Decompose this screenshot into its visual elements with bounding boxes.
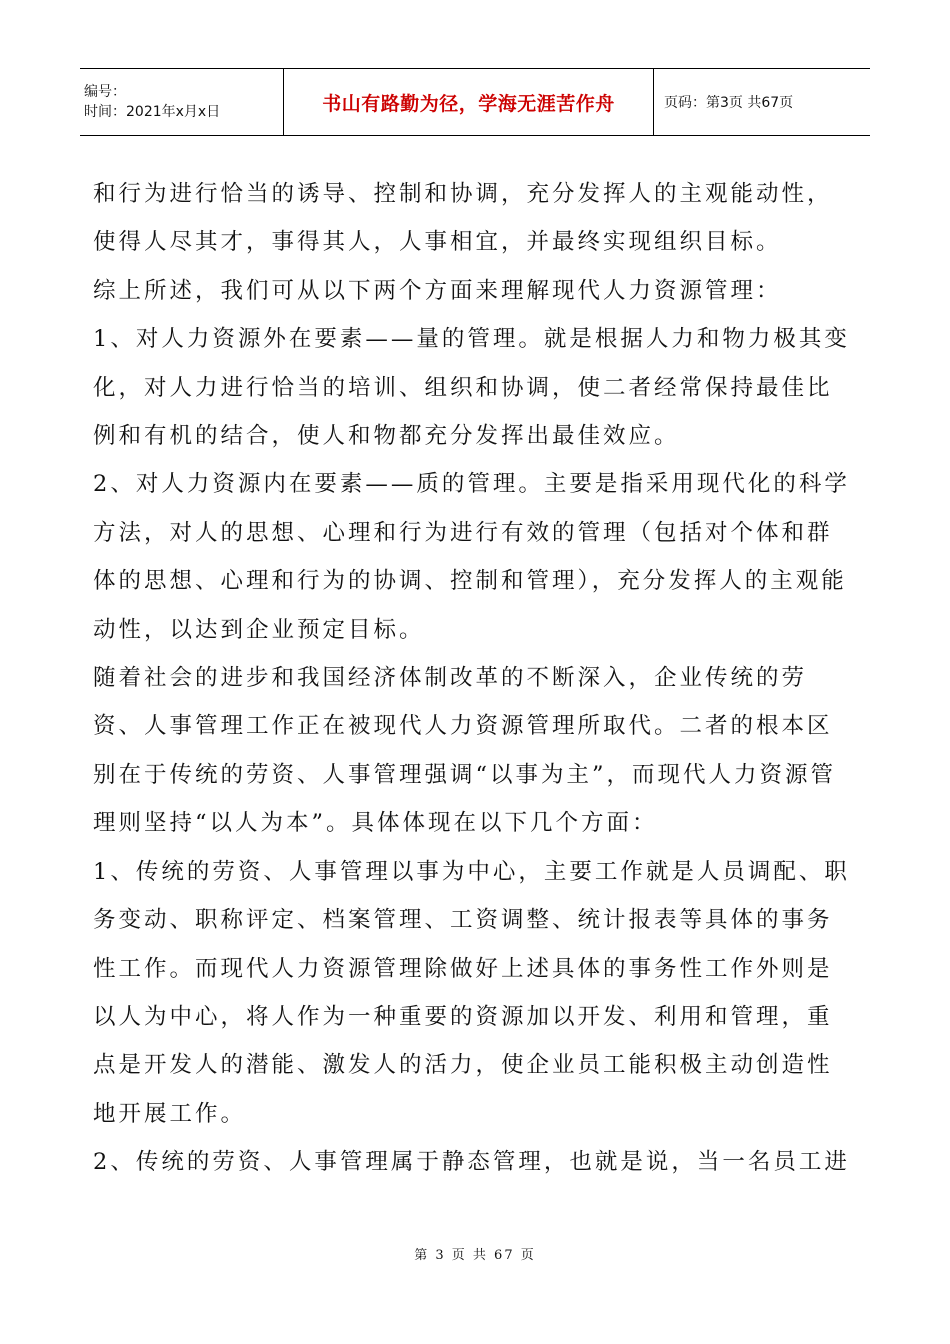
header-page-cell (654, 69, 870, 135)
paragraph: 1、传统的劳资、人事管理以事为中心，主要工作就是人员调配、职务变动、职称评定、档案管理、工资调整、统计报表等具体的事务性工作。而现代人力资源管理除做好上述具体的事务性工作外则是以人为中心，将人作为一种重要的资源加以开发、利用和管理，重点是开发人的潜能、激发人的活力，使企业员工能积极主动创造性地开展工作。 (93, 858, 850, 1127)
document-date: 时间：2021年x月x日 (84, 104, 221, 120)
document-number-label: 编号： (84, 84, 126, 100)
paragraph: 综上所述，我们可从以下两个方面来理解现代人力资源管理： (93, 277, 782, 304)
page-header (80, 68, 870, 136)
header-meta (80, 69, 284, 135)
paragraph: 和行为进行恰当的诱导、控制和协调，充分发挥人的主观能动性，使得人尽其才，事得其人，人事相宜，并最终实现组织目标。 (93, 181, 833, 256)
header-motto: 书山有路勤为径，学海无涯苦作舟 (322, 92, 615, 115)
page-footer (0, 1244, 950, 1263)
header-page-info: 页码：第3页 共67页 (664, 95, 794, 111)
paragraph: 随着社会的进步和我国经济体制改革的不断深入，企业传统的劳资、人事管理工作正在被现代人力资源管理所取代。二者的根本区别在于传统的劳资、人事管理强调“以事为主”，而现代人力资源管理则坚持“以人为本”。具体体现在以下几个方面： (93, 665, 837, 837)
header-motto-cell (284, 69, 654, 135)
paragraph: 2、传统的劳资、人事管理属于静态管理，也就是说，当一名员工进 (93, 1149, 850, 1176)
paragraph: 2、对人力资源内在要素——质的管理。主要是指采用现代化的科学方法，对人的思想、心理和行为进行有效的管理（包括对个体和群体的思想、心理和行为的协调、控制和管理），充分发挥人的主观能动性，以达到企业预定目标。 (93, 471, 850, 643)
footer-page-number: 第 3 页 共 67 页 (414, 1248, 536, 1263)
paragraph: 1、对人力资源外在要素——量的管理。就是根据人力和物力极其变化，对人力进行恰当的培训、组织和协调，使二者经常保持最佳比例和有机的结合，使人和物都充分发挥出最佳效应。 (93, 326, 850, 450)
document-body (93, 170, 857, 1187)
